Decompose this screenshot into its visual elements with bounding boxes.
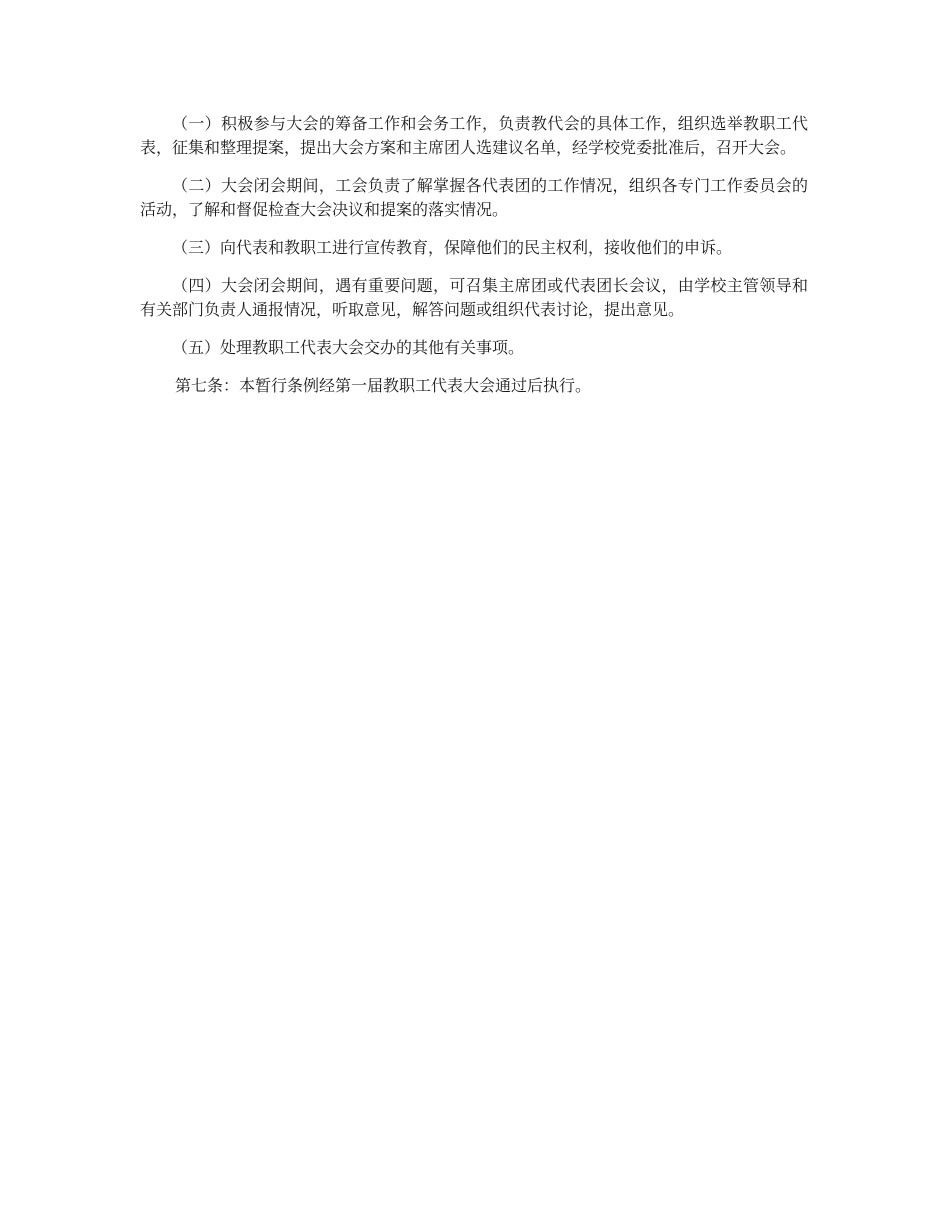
article-seven: 第七条：本暂行条例经第一届教职工代表大会通过后执行。	[175, 376, 592, 395]
paragraph-item-5: （五）处理教职工代表大会交办的其他有关事项。	[172, 338, 525, 357]
paragraph-item-2: （二）大会闭会期间，工会负责了解掌握各代表团的工作情况，组织各专门工作委员会的活动，了解和督促检查大会决议和提案的落实情况。	[140, 176, 808, 219]
paragraph-item-1: （一）积极参与大会的筹备工作和会务工作，负责教代会的具体工作，组织选举教职工代表，征集和整理提案，提出大会方案和主席团人选建议名单，经学校党委批准后，召开大会。	[140, 114, 808, 157]
document-page	[140, 112, 808, 398]
paragraph-item-3: （三）向代表和教职工进行宣传教育，保障他们的民主权利，接收他们的申诉。	[172, 238, 733, 257]
paragraph-item-4: （四）大会闭会期间，遇有重要问题，可召集主席团或代表团长会议，由学校主管领导和有关部门负责人通报情况，听取意见，解答问题或组织代表讨论，提出意见。	[140, 276, 808, 319]
